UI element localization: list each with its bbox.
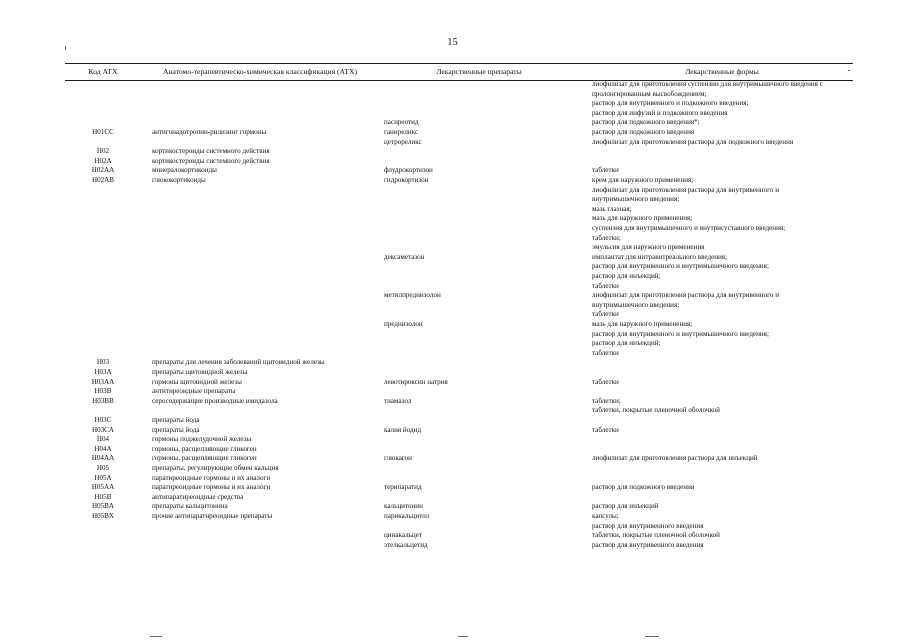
- atc-code: H05AA: [91, 483, 115, 492]
- form-cell: раствор для внутривенного введения: [592, 540, 704, 549]
- drug-cell: глюкагон: [384, 454, 412, 463]
- drug-cell: калия йодид: [384, 425, 422, 434]
- atc-code: H03: [96, 358, 110, 367]
- header-code: Код АТХ: [88, 67, 118, 76]
- atc-code: H04AA: [91, 454, 115, 463]
- drug-cell: гидрокортизон: [384, 176, 429, 184]
- form-cell: капсулы;: [592, 512, 619, 520]
- form-cell: раствор для инъекций;: [592, 272, 661, 280]
- scan-mark: [65, 46, 66, 50]
- drug-cell: левотироксин натрия: [384, 377, 448, 386]
- form-cell: раствор для инъекций;: [592, 339, 661, 348]
- form-cell: таблетки: [592, 310, 619, 319]
- drug-cell: пасиреотид: [384, 118, 419, 127]
- atc-code: H01CC: [92, 128, 114, 136]
- form-cell: внутримышечного введения;: [592, 300, 680, 309]
- classification-cell: препараты йода: [152, 416, 200, 424]
- form-cell: мазь для наружного применения;: [592, 214, 693, 223]
- atc-code: H05: [96, 464, 110, 472]
- scan-mark: [150, 636, 162, 637]
- form-cell: раствор для внутривенного и внутримышечного введения;: [592, 262, 769, 271]
- form-cell: раствор для внутривенного и подкожного введения;: [592, 99, 749, 108]
- form-cell: таблетки;: [592, 233, 621, 242]
- form-cell: имплантат для интравитреального введения;: [592, 252, 728, 261]
- atc-code: H03A: [94, 368, 112, 376]
- atc-code: H02AA: [91, 166, 115, 175]
- form-cell: таблетки: [592, 348, 619, 357]
- form-cell: лиофилизат для приготовления раствора для инъекций: [592, 454, 758, 463]
- classification-cell: препараты йода: [152, 425, 200, 434]
- atc-code: H05B: [94, 492, 112, 501]
- form-cell: пролонгированным высвобождением;: [592, 89, 707, 98]
- atc-code: H03C: [94, 416, 112, 424]
- classification-cell: препараты, регулирующие обмен кальция: [152, 464, 279, 472]
- atc-code: H02: [96, 147, 110, 156]
- classification-cell: антитиреоидные препараты: [152, 387, 236, 396]
- classification-cell: паратиреоидные гормоны и их аналоги: [152, 483, 271, 492]
- atc-code: H03CA: [91, 425, 115, 434]
- classification-cell: препараты кальцитонина: [152, 502, 228, 511]
- scan-mark: [458, 636, 468, 637]
- classification-cell: гормоны поджелудочной железы: [152, 435, 252, 444]
- classification-cell: гормоны, расщепляющие гликоген: [152, 444, 257, 453]
- form-cell: эмульсия для наружного применения: [592, 243, 705, 252]
- drug-cell: тиамазол: [384, 396, 412, 405]
- classification-cell: гормоны щитовидной железы: [152, 377, 242, 386]
- form-cell: суспензия для внутримышечного и внутрисуставного введения;: [592, 224, 786, 232]
- form-cell: раствор для внутривенного и внутримышечного введения;: [592, 329, 769, 338]
- form-cell: лиофилизат для приготовления суспензии для внутримышечного введения с: [592, 80, 823, 88]
- drug-cell: цинакальцет: [384, 531, 422, 540]
- form-cell: внутримышечного введения;: [592, 195, 680, 204]
- scan-mark: [645, 636, 659, 637]
- drug-cell: преднизолон: [384, 320, 423, 328]
- atc-code: H03B: [94, 387, 112, 396]
- form-cell: таблетки, покрытые пленочной оболочкой: [592, 406, 720, 415]
- drug-cell: цетрореликс: [384, 137, 422, 146]
- form-cell: раствор для подкожного введения: [592, 128, 695, 136]
- drug-cell: флудрокортизон: [384, 166, 433, 175]
- form-cell: раствор для подкожного введения: [592, 483, 695, 492]
- form-cell: таблетки;: [592, 396, 621, 405]
- classification-cell: кортикостероиды системного действия: [152, 147, 270, 156]
- classification-cell: гормоны, расщепляющие гликоген: [152, 454, 257, 463]
- atc-code: H03AA: [91, 377, 115, 386]
- classification-cell: препараты для лечения заболеваний щитовидной железы: [152, 358, 325, 367]
- classification-cell: препараты щитовидной железы: [152, 368, 248, 376]
- drug-cell: парикальцитол: [384, 512, 430, 520]
- atc-code: H05BA: [91, 502, 115, 511]
- form-cell: раствор для внутривенного введения: [592, 521, 704, 530]
- form-cell: раствор для инъекций: [592, 502, 659, 511]
- form-cell: раствор для инфузий и подкожного введения: [592, 108, 728, 117]
- scan-mark: [848, 70, 850, 71]
- classification-cell: глюкокортикоиды: [152, 176, 206, 184]
- form-cell: таблетки: [592, 166, 619, 175]
- form-cell: лиофилизат для приготовления раствора для подкожного введения: [592, 137, 794, 146]
- classification-cell: прочие антипаратиреоидные препараты: [152, 512, 273, 520]
- classification-cell: антипаратиреоидные средства: [152, 492, 244, 501]
- atc-code: H04A: [94, 444, 112, 453]
- classification-cell: минералокортикоиды: [152, 166, 217, 175]
- atc-code: H03BB: [92, 396, 114, 405]
- form-cell: мазь для наружного применения;: [592, 320, 693, 328]
- classification-cell: антигонадотропин-рилизинг гормоны: [152, 128, 267, 136]
- form-cell: крем для наружного применения;: [592, 176, 694, 184]
- form-cell: лиофилизат для приготовления раствора для внутривенного и: [592, 291, 780, 300]
- drug-cell: метилпреднизолон: [384, 291, 441, 300]
- header-forms: Лекарственные формы: [685, 67, 759, 76]
- atc-code: H02AB: [91, 176, 115, 184]
- table-header: [0, 64, 905, 80]
- form-cell: лиофилизат для приготовления раствора для внутривенного и: [592, 185, 780, 194]
- form-cell: таблетки: [592, 377, 619, 386]
- classification-cell: кортикостероиды системного действия: [152, 156, 270, 165]
- drug-cell: кальцитонин: [384, 502, 423, 511]
- drug-cell: терипаратид: [384, 483, 422, 492]
- form-cell: мазь глазная;: [592, 204, 632, 213]
- drug-cell: ганиреликс: [384, 128, 419, 136]
- atc-code: H05A: [94, 473, 112, 482]
- form-cell: таблетки: [592, 425, 619, 434]
- atc-code: H04: [96, 435, 110, 444]
- header-drugs: Лекарственные препараты: [436, 67, 522, 76]
- classification-cell: паратиреоидные гормоны и их аналоги: [152, 473, 271, 482]
- form-cell: раствор для подкожного введения*;: [592, 118, 700, 127]
- header-classification: Анатомо-терапевтическо-химическая классификация (АТХ): [163, 67, 357, 76]
- atc-code: H02A: [94, 156, 112, 165]
- page-number: 15: [447, 37, 458, 48]
- drug-cell: дексаметазон: [384, 252, 425, 261]
- drug-cell: этелкальцетид: [384, 540, 428, 549]
- classification-cell: серосодержащие производные имидазола: [152, 396, 278, 405]
- atc-code: H05BX: [91, 512, 115, 520]
- form-cell: таблетки, покрытые пленочной оболочкой: [592, 531, 720, 540]
- form-cell: таблетки: [592, 281, 619, 290]
